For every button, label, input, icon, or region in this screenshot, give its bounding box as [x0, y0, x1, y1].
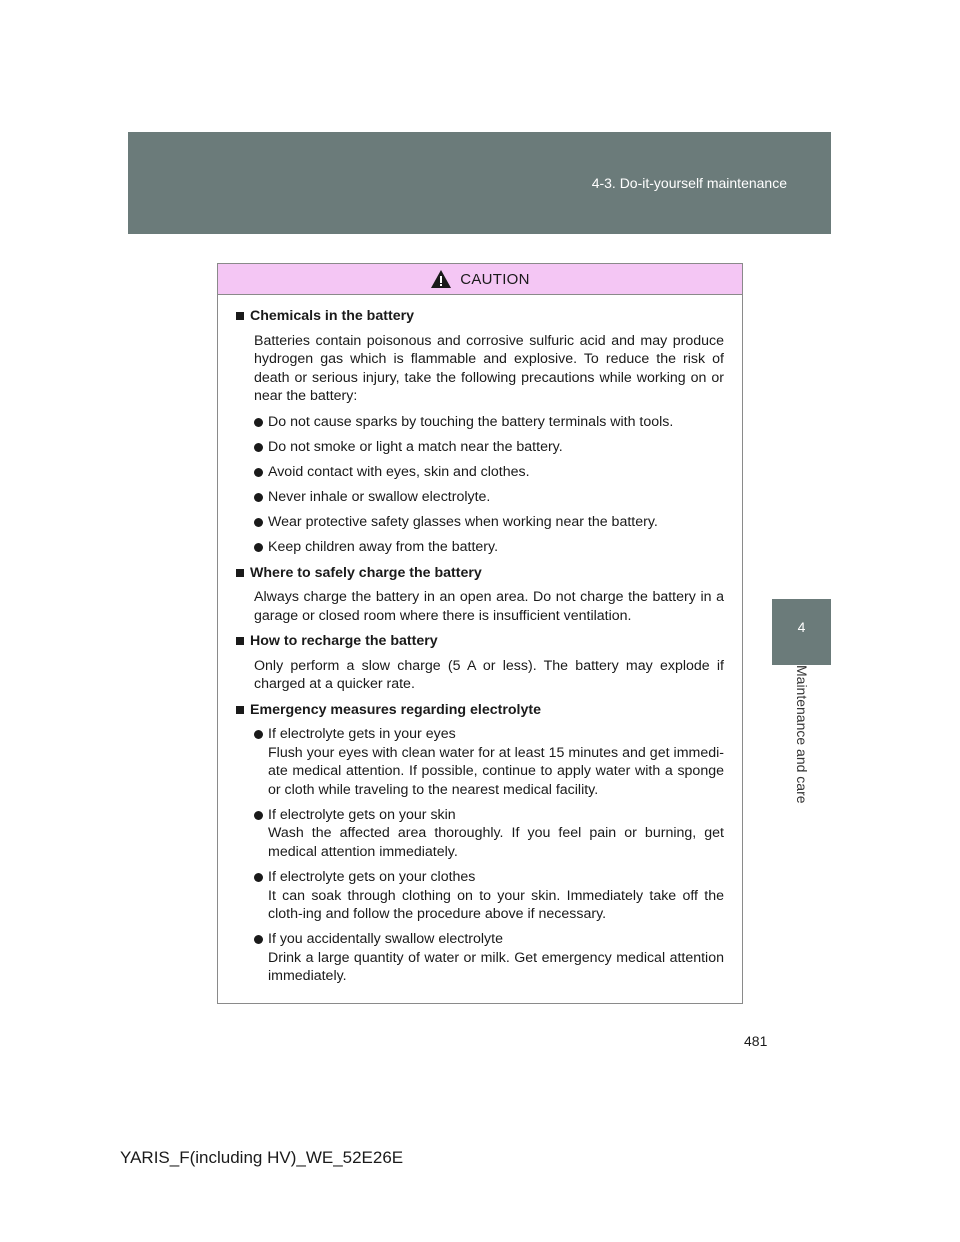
list-item-body — [268, 930, 724, 986]
list-item — [254, 868, 724, 924]
round-bullet-icon — [254, 873, 263, 882]
section-how-to-recharge — [236, 632, 724, 694]
round-bullet-icon — [254, 418, 263, 427]
list-item-text: Wear protective safety glasses when working near the battery. — [268, 514, 658, 531]
list-item-heading: If electrolyte gets on your skin — [268, 806, 456, 823]
round-bullet-icon — [254, 811, 263, 820]
round-bullet-icon — [254, 443, 263, 452]
list-item — [254, 488, 724, 507]
list-item-text: Drink a large quantity of water or milk. Get emergency medical attention immediately. — [268, 949, 724, 985]
caution-content — [218, 295, 742, 986]
chapter-number: 4 — [797, 619, 806, 635]
header-band — [128, 132, 831, 234]
list-item — [254, 438, 724, 457]
section-where-to-charge — [236, 564, 724, 626]
square-bullet-icon — [236, 706, 244, 714]
list-item — [254, 413, 724, 432]
list-item-text: Do not smoke or light a match near the battery. — [268, 438, 563, 455]
section-paragraph: Always charge the battery in an open area. Do not charge the battery in a garage or closed room where there is insufficient ventilation. — [254, 589, 724, 624]
section-heading — [236, 564, 724, 583]
chapter-label-wrap — [772, 665, 831, 825]
list-item-heading: If electrolyte gets on your clothes — [268, 869, 476, 885]
list-item-text: Keep children away from the battery. — [268, 539, 499, 556]
list-item-text: It can soak through clothing on to your skin. Immediately take off the cloth-ing and follow the procedure above if necessary. — [268, 887, 724, 922]
section-heading-text: How to recharge the battery — [250, 633, 438, 650]
list-item-text: Never inhale or swallow electrolyte. — [268, 489, 491, 506]
section-heading — [236, 632, 724, 651]
section-heading — [236, 701, 724, 720]
section-heading — [236, 307, 724, 326]
section-paragraph: Batteries contain poisonous and corrosive sulfuric acid and may produce hydrogen gas which is flammable and explosive. To reduce the risk of death or serious injury, take the following precautions while working on or near the battery: — [254, 332, 724, 404]
round-bullet-icon — [254, 518, 263, 527]
section-paragraph: Only perform a slow charge (5 A or less). The battery may explode if charged at a quicker rate. — [254, 657, 724, 693]
section-emergency — [236, 701, 724, 986]
list-item-text: Wash the affected area thoroughly. If you feel pain or burning, get medical attention immediately. — [268, 825, 724, 860]
caution-header — [218, 264, 742, 295]
list-item — [254, 930, 724, 986]
round-bullet-icon — [254, 935, 263, 944]
list-item — [254, 463, 724, 482]
list-item-text: Flush your eyes with clean water for at least 15 minutes and get immedi-ate medical attention. If possible, continue to apply water with a sponge or cloth while traveling to the nearest medical facility. — [268, 744, 724, 798]
caution-box — [217, 263, 743, 1004]
list-item-text: Avoid contact with eyes, skin and clothes. — [268, 463, 530, 480]
chapter-tab — [772, 599, 831, 665]
warning-triangle-icon — [430, 269, 452, 289]
section-heading-text: Chemicals in the battery — [250, 308, 414, 324]
footer-code: YARIS_F(including HV)_WE_52E26E — [120, 1148, 404, 1167]
round-bullet-icon — [254, 468, 263, 477]
list-item — [254, 538, 724, 557]
square-bullet-icon — [236, 312, 244, 320]
list-item-body — [268, 868, 724, 924]
chapter-label: Maintenance and care — [793, 665, 810, 804]
list-item — [254, 513, 724, 532]
list-item — [254, 806, 724, 862]
section-chemicals — [236, 307, 724, 557]
section-heading-text: Where to safely charge the battery — [250, 564, 482, 581]
section-title: 4-3. Do-it-yourself maintenance — [591, 175, 787, 191]
square-bullet-icon — [236, 637, 244, 645]
list-item-heading: If you accidentally swallow electrolyte — [268, 931, 503, 948]
round-bullet-icon — [254, 493, 263, 502]
list-item-body — [268, 725, 724, 799]
list-item-body — [268, 806, 724, 862]
square-bullet-icon — [236, 569, 244, 577]
section-heading-text: Emergency measures regarding electrolyte — [250, 701, 541, 718]
list-item-heading: If electrolyte gets in your eyes — [268, 726, 456, 743]
round-bullet-icon — [254, 543, 263, 552]
caution-title: CAUTION — [460, 270, 530, 288]
list-item-text: Do not cause sparks by touching the battery terminals with tools. — [268, 413, 674, 430]
round-bullet-icon — [254, 730, 263, 739]
page-number: 481 — [744, 1033, 768, 1049]
list-item — [254, 725, 724, 799]
